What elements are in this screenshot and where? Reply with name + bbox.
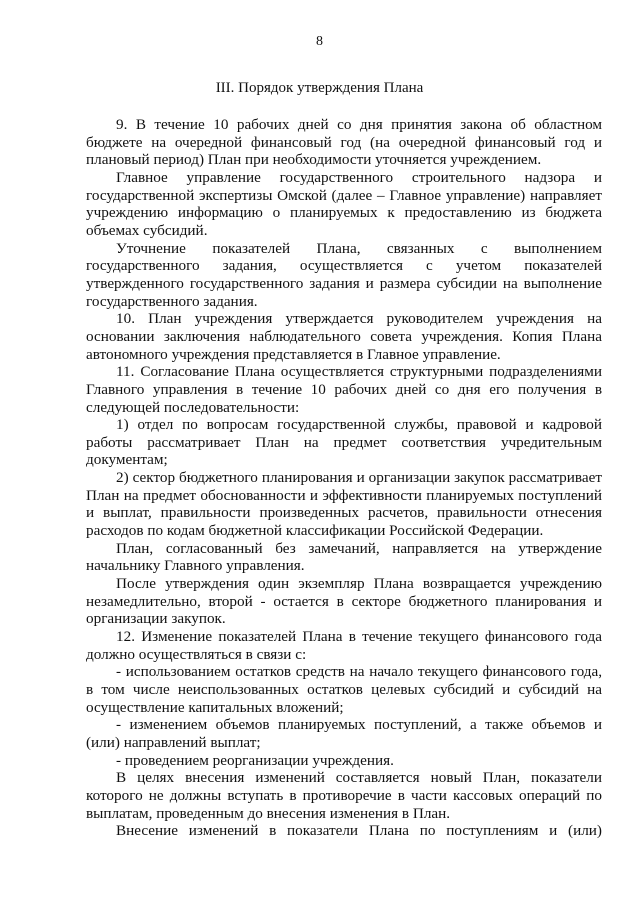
list-item-dash-3: - проведением реорганизации учреждения. <box>116 751 394 769</box>
paragraph-refinement: Уточнение показателей Плана, связанных с выполнением государственного задания, осуществляется с учетом показателей утвержденного государственного задания и размера субсидии на выполнение государственного задания. <box>86 239 602 310</box>
paragraph-main-directorate: Главное управление государственного строительного надзора и государственной экспертизы Омской (далее – Главное управление) направляет учреждению информацию о планируемых к предоставлению из бюджета объемах субсидий. <box>86 168 602 239</box>
page-number: 8 <box>316 34 323 49</box>
paragraph-12: 12. Изменение показателей Плана в течение текущего финансового года должно осуществляться в связи с: <box>86 628 602 663</box>
paragraph-approval: План, согласованный без замечаний, направляется на утверждение начальнику Главного управления. <box>86 539 602 575</box>
paragraph-after-approval: После утверждения один экземпляр Плана возвращается учреждению незамедлительно, второй - остается в секторе бюджетного планирования и организации закупок. <box>86 575 602 628</box>
list-item-dash-2: - изменением объемов планируемых поступлений, а также объемов и (или) направлений выплат; <box>86 716 602 751</box>
list-item-2: 2) сектор бюджетного планирования и организации закупок рассматривает План на предмет обоснованности и эффективности планируемых поступлений и выплат, правильности произведенных расчетов, правильности отнесения расходов по кодам бюджетной классификации Российской Федерации. <box>86 469 602 540</box>
list-item-dash-1: - использованием остатков средств на начало текущего финансового года, в том числе неиспользованных остатков целевых субсидий и субсидий на осуществление капитальных вложений; <box>86 663 602 716</box>
paragraph-new-plan: В целях внесения изменений составляется новый План, показатели которого не должны вступать в противоречие в части кассовых операций по выплатам, проведенным до внесения изменения в План. <box>86 769 602 822</box>
list-item-1: 1) отдел по вопросам государственной службы, правовой и кадровой работы рассматривает План на предмет соответствия учредительным документам; <box>86 416 602 469</box>
document-body <box>86 116 602 840</box>
section-title: III. Порядок утверждения Плана <box>215 80 424 96</box>
paragraph-11: 11. Согласование Плана осуществляется структурными подразделениями Главного управления в течение 10 рабочих дней со дня его получения в следующей последовательности: <box>86 363 602 416</box>
paragraph-9: 9. В течение 10 рабочих дней со дня принятия закона об областном бюджете на очередной финансовый год (на очередной финансовый год и плановый период) План при необходимости уточняется учреждением. <box>86 116 602 169</box>
paragraph-10: 10. План учреждения утверждается руководителем учреждения на основании заключения наблюдательного совета учреждения. Копия Плана автономного учреждения представляется в Главное управление. <box>86 310 602 363</box>
paragraph-changes: Внесение изменений в показатели Плана по поступлениям и (или) <box>116 822 602 840</box>
